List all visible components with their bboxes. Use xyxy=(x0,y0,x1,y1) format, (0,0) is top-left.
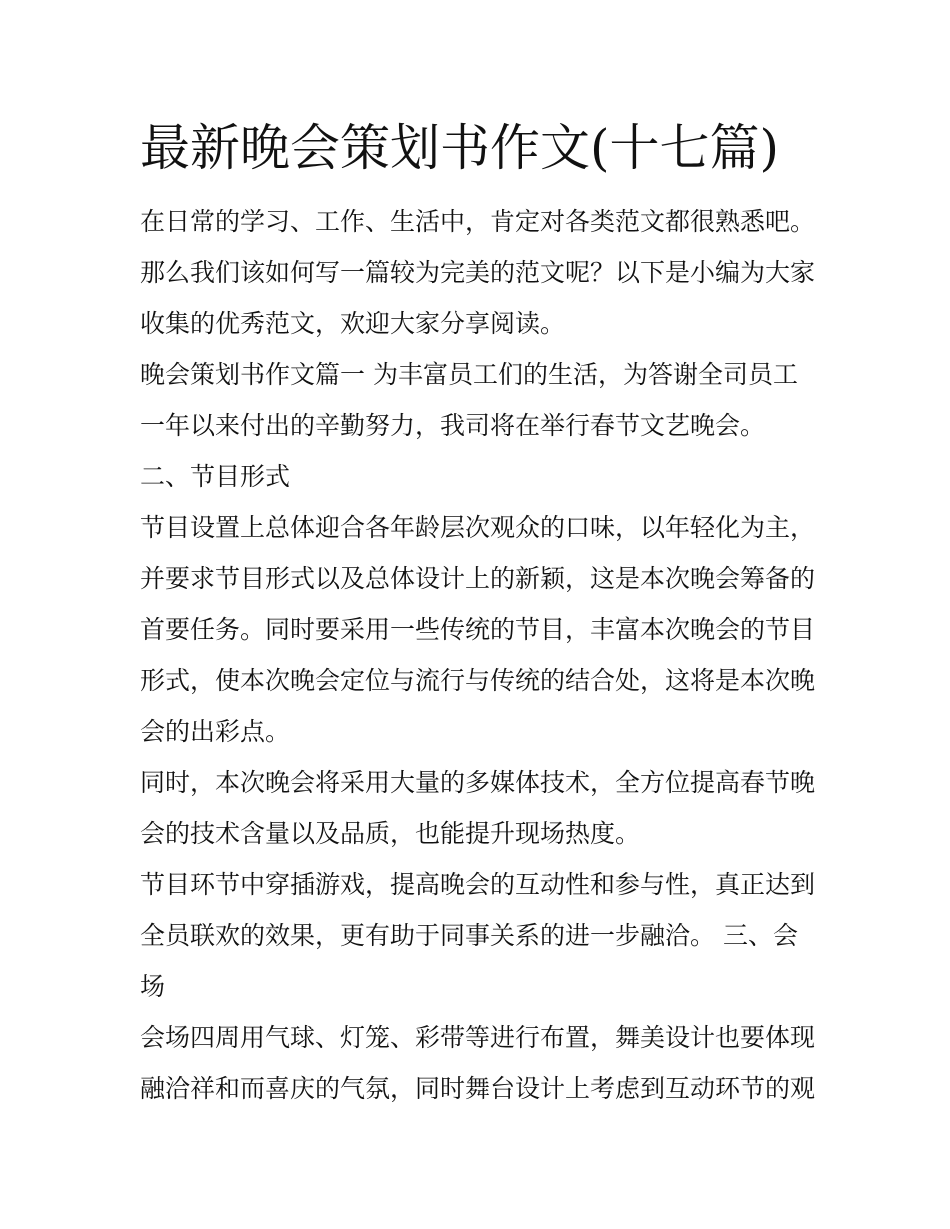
text-line: 首要任务。同时要采用一些传统的节目，丰富本次晚会的节目 xyxy=(140,615,816,644)
text-line: 收集的优秀范文，欢迎大家分享阅读。 xyxy=(140,309,566,338)
text-line: 全员联欢的效果，更有助于同事关系的进一步融洽。 三、会 xyxy=(140,921,798,950)
text-line: 同时，本次晚会将采用大量的多媒体技术，全方位提高春节晚 xyxy=(140,768,816,797)
text-line: 并要求节目形式以及总体设计上的新颖，这是本次晚会筹备的 xyxy=(140,564,816,593)
text-line: 晚会策划书作文篇一 为丰富员工们的生活，为答谢全司员工 xyxy=(140,360,798,389)
text-line: 一年以来付出的辛勤努力，我司将在举行春节文艺晚会。 xyxy=(140,411,766,440)
text-line: 在日常的学习、工作、生活中，肯定对各类范文都很熟悉吧。 xyxy=(140,207,816,236)
document-title: 最新晚会策划书作文(十七篇) xyxy=(140,119,780,177)
section-heading: 二、节目形式 xyxy=(140,462,291,491)
text-line: 节目设置上总体迎合各年龄层次观众的口味，以年轻化为主， xyxy=(140,513,816,542)
text-line: 会的技术含量以及品质，也能提升现场热度。 xyxy=(140,819,641,848)
text-line: 场 xyxy=(140,972,166,1001)
text-line: 会场四周用气球、灯笼、彩带等进行布置，舞美设计也要体现 xyxy=(140,1023,816,1052)
text-line: 节目环节中穿插游戏，提高晚会的互动性和参与性，真正达到 xyxy=(140,870,816,899)
document-body xyxy=(140,196,815,1114)
text-line: 那么我们该如何写一篇较为完美的范文呢？以下是小编为大家 xyxy=(140,258,816,287)
text-line: 会的出彩点。 xyxy=(140,717,291,746)
text-line: 融洽祥和而喜庆的气氛，同时舞台设计上考虑到互动环节的观 xyxy=(140,1074,816,1103)
text-line: 形式，使本次晚会定位与流行与传统的结合处，这将是本次晚 xyxy=(140,666,816,695)
